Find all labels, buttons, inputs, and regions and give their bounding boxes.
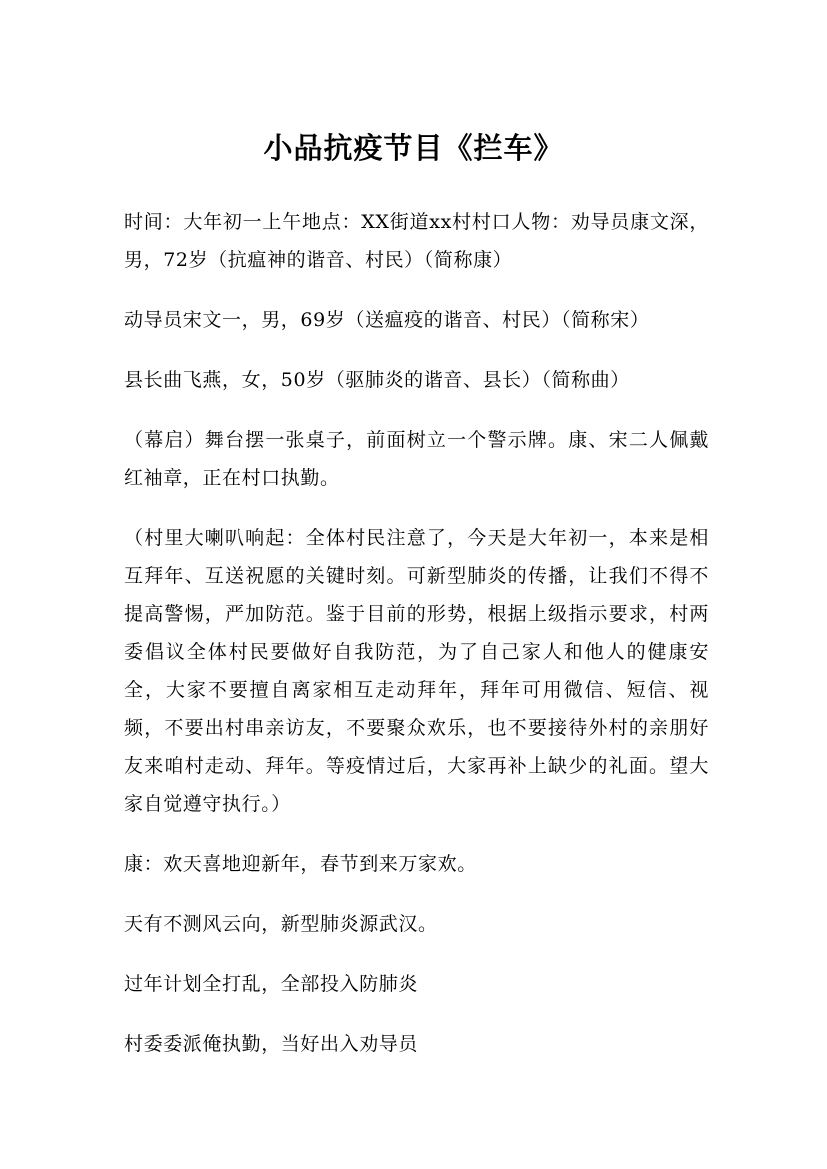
paragraph-loudspeaker-announcement: （村里大喇叭响起：全体村民注意了，今天是大年初一，本来是相互拜年、互送祝愿的关键时刻。可新型肺炎的传播，让我们不得不提高警惕，严加防范。鉴于目前的形势，根据上级指示要求，村两委倡议全体村民要做好自我防范，为了自己家人和他人的健康安全，大家不要擅自离家相互走动拜年，拜年可用微信、短信、视频，不要出村串亲访友，不要聚众欢乐，也不要接待外村的亲朋好友来咱村走动、拜年。等疫情过后，大家再补上缺少的礼面。望大家自觉遵守执行。） [124,527,709,815]
paragraph-kang-line-2: 天有不测风云向，新型肺炎源武汉。 [124,913,438,935]
paragraph-stage-direction: （幕启）舞台摆一张桌子，前面树立一个警示牌。康、宋二人佩戴红袖章，正在村口执勤。 [124,429,709,489]
paragraph-kang-line-1: 康：欢天喜地迎新年，春节到来万家欢。 [124,853,477,875]
paragraph-kang-line-4: 村委委派俺执勤，当好出入劝导员 [124,1033,419,1055]
document-title: 小品抗疫节目《拦车》 [263,131,564,165]
document-body [124,203,709,1085]
paragraph-time-place-characters: 时间：大年初一上午地点：XX街道xx村村口人物：劝导员康文深，男，72岁（抗瘟神的谐音、村民）（简称康） [124,211,709,271]
paragraph-character-qu: 县长曲飞燕，女，50岁（驱肺炎的谐音、县长）（简称曲） [124,369,630,391]
paragraph-kang-line-3: 过年计划全打乱，全部投入防肺炎 [124,973,419,995]
paragraph-character-song: 动导员宋文一，男，69岁（送瘟疫的谐音、村民）（简称宋） [124,309,650,331]
